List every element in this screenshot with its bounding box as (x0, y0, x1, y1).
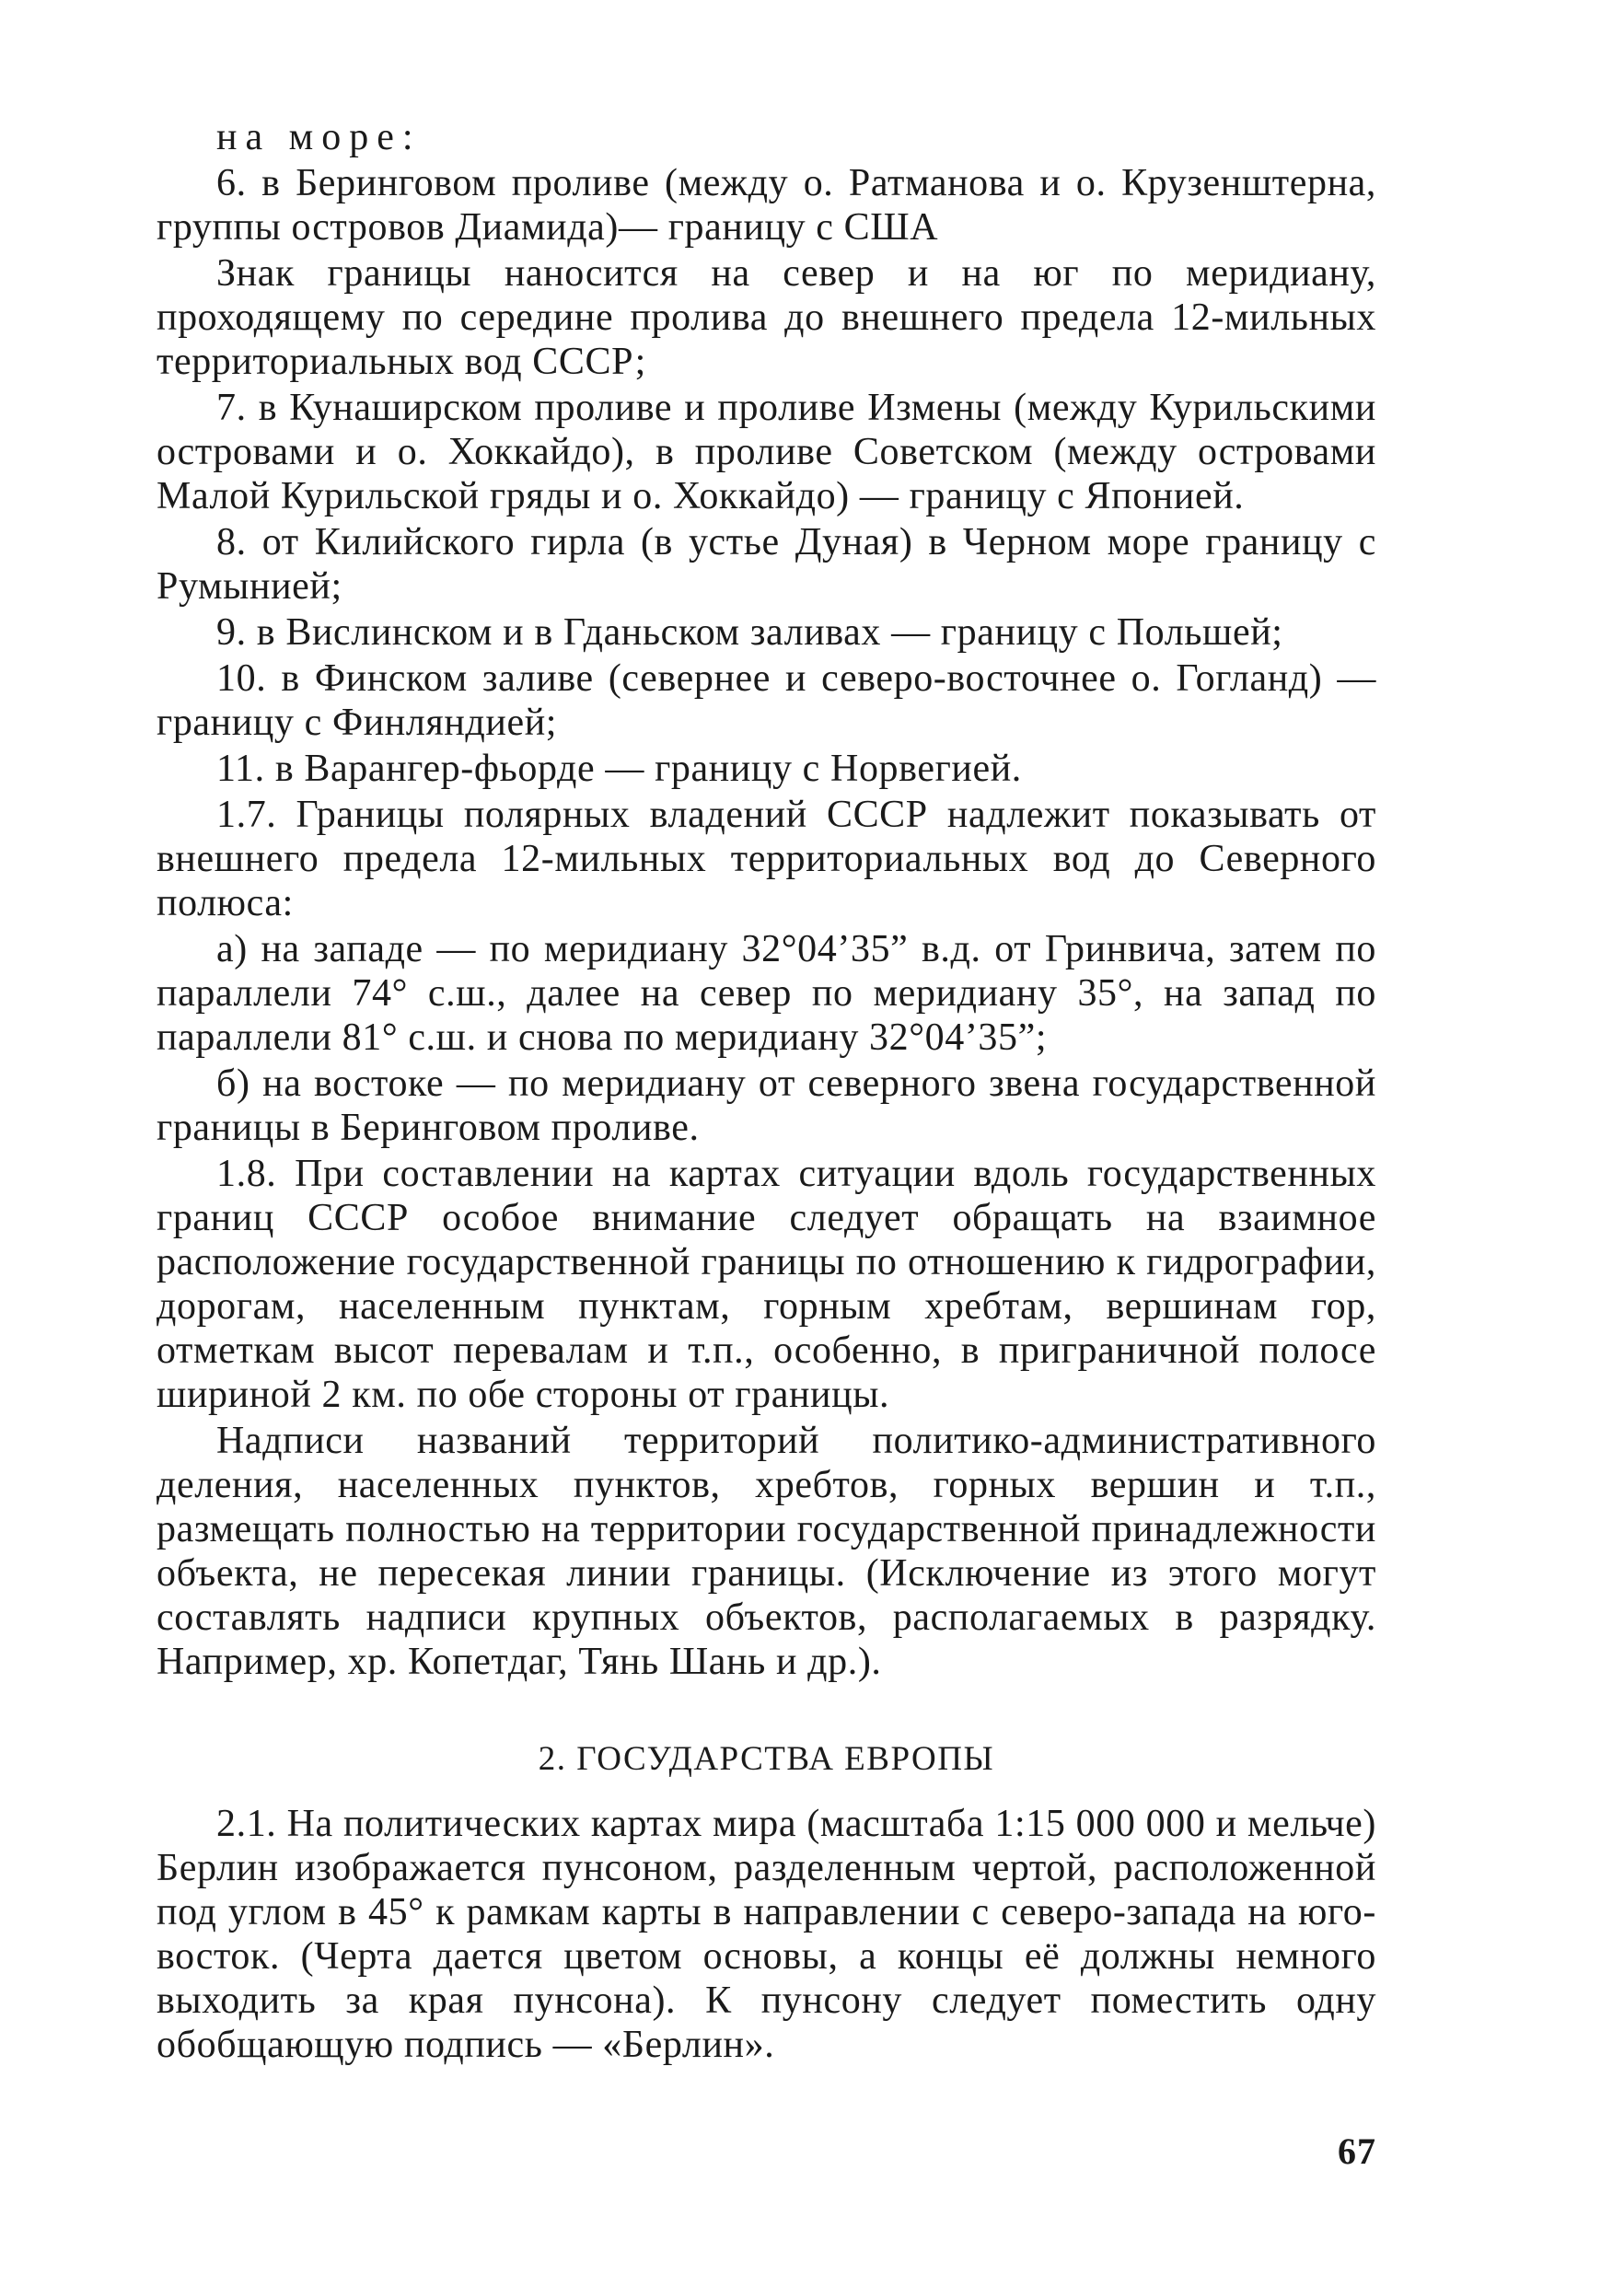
paragraph-inscriptions: Надписи названий территорий политико-административного деления, населенных пунктов, хребтов, горных вершин и т.п., размещать полностью на территории государственной принадлежности объекта, не пересекая линии границы. (Исключение из этого могут составлять надписи крупных объектов, располагаемых в разрядку. Например, хр. Копетдаг, Тянь Шань и др.). (157, 1420, 1376, 1683)
paragraph-1-7-b: б) на востоке — по меридиану от северного звена государственной границы в Беринговом проливе. (157, 1062, 1376, 1149)
page-number: 67 (1338, 2130, 1376, 2172)
paragraph-border-sign: Знак границы наносится на север и на юг по меридиану, проходящему по середине пролива до внешнего предела 12-мильных территориальных вод СССР; (157, 252, 1376, 383)
paragraph-item-10: 10. в Финском заливе (севернее и северо-восточнее о. Гогланд) — границу с Финляндией; (157, 657, 1376, 744)
document-page (157, 115, 1376, 2187)
paragraph-item-9: 9. в Вислинском и в Гданьском заливах — границу с Польшей; (216, 611, 1283, 654)
paragraph-na-more: на море: (216, 116, 422, 158)
paragraph-item-11: 11. в Варангер-фьорде — границу с Норвегией. (216, 748, 1022, 790)
paragraph-item-7: 7. в Кунаширском проливе и проливе Измены (между Курильскими островами и о. Хоккайдо), в проливе Советском (между островами Малой Курильской гряды и о. Хоккайдо) — границу с Японией. (157, 387, 1376, 517)
paragraph-2-1: 2.1. На политических картах мира (масштаба 1:15 000 000 и мельче) Берлин изображается пунсоном, разделенным чертой, расположенной под углом в 45° к рамкам карты в направлении с северо-запада на юго-восток. (Черта дается цветом основы, а концы её должны немного выходить за края пунсона). К пунсону следует поместить одну обобщающую подпись — «Берлин». (157, 1803, 1376, 2066)
paragraph-item-6: 6. в Беринговом проливе (между о. Ратманова и о. Крузенштерна, группы островов Диамида)— границу с США (157, 162, 1376, 249)
paragraph-item-8: 8. от Килийского гирла (в устье Дуная) в Черном море границу с Румынией; (157, 521, 1376, 608)
paragraph-1-7-a: а) на западе — по меридиану 32°04’35” в.д. от Гринвича, затем по параллели 74° с.ш., далее на север по меридиану 35°, на запад по параллели 81° с.ш. и снова по меридиану 32°04’35”; (157, 928, 1376, 1059)
section-heading: 2. ГОСУДАРСТВА ЕВРОПЫ (538, 1740, 995, 1778)
paragraph-1-8: 1.8. При составлении на картах ситуации вдоль государственных границ СССР особое внимание следует обращать на взаимное расположение государственной границы по отношению к гидрографии, дорогам, населенным пунктам, горным хребтам, вершинам гор, отметкам высот перевалам и т.п., особенно, в приграничной полосе шириной 2 км. по обе стороны от границы. (157, 1153, 1376, 1416)
paragraph-1-7: 1.7. Границы полярных владений СССР надлежит показывать от внешнего предела 12-мильных территориальных вод до Северного полюса: (157, 794, 1376, 924)
